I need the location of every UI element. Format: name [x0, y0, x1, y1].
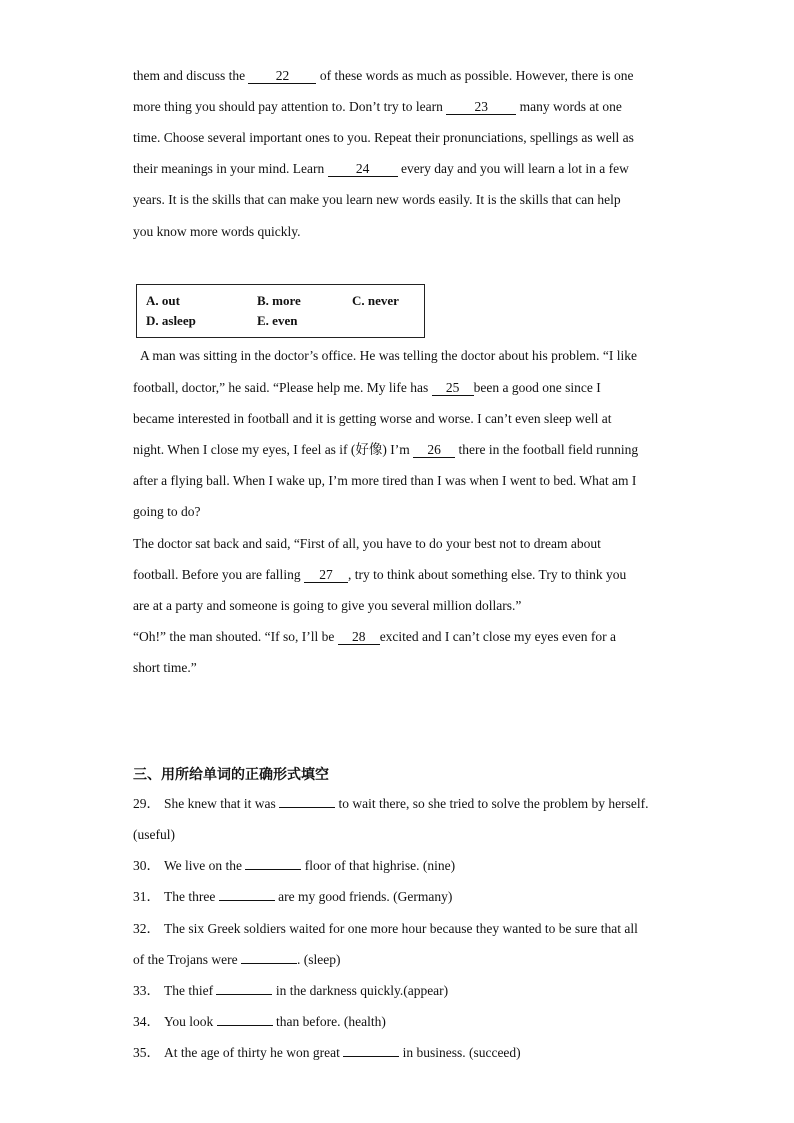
question-29-hint: (useful): [133, 827, 175, 842]
question-35: 35． At the age of thirty he won great in business. (succeed): [133, 1045, 521, 1060]
answer-blank-35[interactable]: [343, 1044, 399, 1057]
question-29: 29． She knew that it was to wait there, so she tried to solve the problem by herself.: [133, 796, 649, 811]
option-e: E. even: [257, 313, 298, 328]
question-32: 32． The six Greek soldiers waited for one more hour because they wanted to be sure that all: [133, 921, 638, 936]
passage2-line: became interested in football and it is getting worse and worse. I can’t even sleep well at: [133, 411, 612, 426]
passage2-line: The doctor sat back and said, “First of all, you have to do your best not to dream about: [133, 536, 601, 551]
passage1-line: you know more words quickly.: [133, 224, 301, 239]
blank-22[interactable]: 22: [248, 68, 316, 84]
passage2-line: football, doctor,” he said. “Please help me. My life has 25 been a good one since I: [133, 380, 601, 395]
answer-blank-34[interactable]: [217, 1013, 273, 1026]
passage1-line: years. It is the skills that can make you learn new words easily. It is the skills that can help: [133, 192, 621, 207]
question-31: 31． The three are my good friends. (Germany): [133, 889, 453, 904]
passage2-line: night. When I close my eyes, I feel as if (好像) I’m 26 there in the football field running: [133, 442, 639, 457]
passage2-line: football. Before you are falling 27 , try to think about something else. Try to think you: [133, 567, 627, 582]
passage2-line: after a flying ball. When I wake up, I’m more tired than I was when I went to bed. What am I: [133, 473, 637, 488]
options-box: [136, 284, 425, 338]
passage2-line: are at a party and someone is going to give you several million dollars.”: [133, 598, 522, 613]
option-d: D. asleep: [146, 313, 196, 328]
passage2-line: A man was sitting in the doctor’s office. He was telling the doctor about his problem. “I like: [140, 348, 638, 363]
blank-27[interactable]: 27: [304, 567, 348, 583]
option-b: B. more: [257, 293, 301, 308]
blank-26[interactable]: 26: [413, 442, 455, 458]
blank-23[interactable]: 23: [446, 99, 516, 115]
passage1-line: time. Choose several important ones to you. Repeat their pronunciations, spellings as well as: [133, 130, 634, 145]
question-32-cont: of the Trojans were . (sleep): [133, 952, 341, 967]
blank-28[interactable]: 28: [338, 629, 380, 645]
blank-24[interactable]: 24: [328, 161, 398, 177]
answer-blank-30[interactable]: [245, 857, 301, 870]
passage1-line: them and discuss the 22 of these words as much as possible. However, there is one: [133, 68, 634, 83]
answer-blank-29[interactable]: [279, 795, 335, 808]
passage1-line: more thing you should pay attention to. Don’t try to learn 23 many words at one: [133, 99, 622, 114]
question-30: 30． We live on the floor of that highrise. (nine): [133, 858, 456, 873]
question-34: 34． You look than before. (health): [133, 1014, 386, 1029]
blank-25[interactable]: 25: [432, 380, 474, 396]
passage1-line: their meanings in your mind. Learn 24 every day and you will learn a lot in a few: [133, 161, 629, 176]
passage2-line: “Oh!” the man shouted. “If so, I’ll be 28 excited and I can’t close my eyes even for a: [133, 629, 616, 644]
answer-blank-33[interactable]: [216, 982, 272, 995]
passage2-line: going to do?: [133, 504, 201, 519]
passage2-line: short time.”: [133, 660, 197, 675]
section-heading: 三、用所给单词的正确形式填空: [133, 767, 329, 783]
question-33: 33． The thief in the darkness quickly.(appear): [133, 983, 449, 998]
option-c: C. never: [352, 293, 399, 308]
answer-blank-31[interactable]: [219, 888, 275, 901]
option-a: A. out: [146, 293, 180, 308]
answer-blank-32[interactable]: [241, 951, 297, 964]
